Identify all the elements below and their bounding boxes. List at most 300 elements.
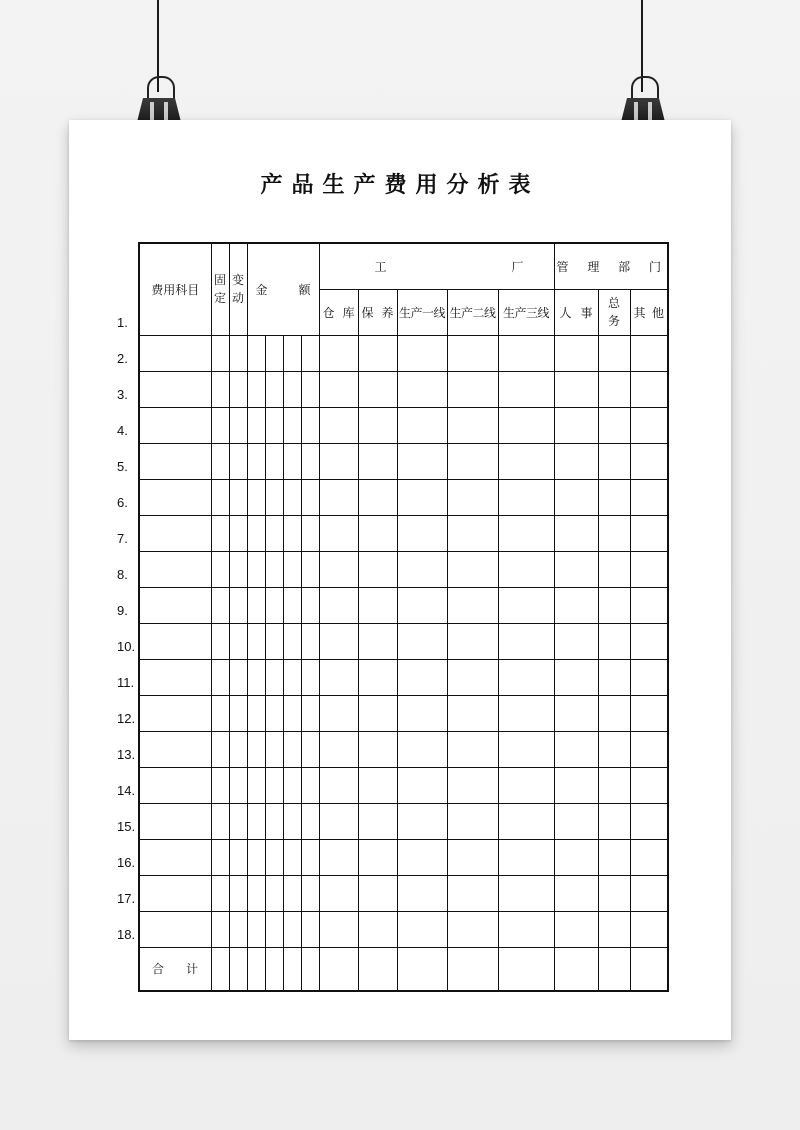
row-number: 13. bbox=[117, 747, 136, 762]
cell-line-2[interactable] bbox=[447, 731, 498, 767]
cell-hr[interactable] bbox=[554, 767, 598, 803]
cell-amount-3[interactable] bbox=[283, 371, 301, 407]
cell-line-1[interactable] bbox=[397, 695, 447, 731]
cell-line-3[interactable] bbox=[498, 551, 554, 587]
row-number: 4. bbox=[117, 423, 128, 438]
cell-other[interactable] bbox=[630, 695, 668, 731]
cell-line-2[interactable] bbox=[447, 911, 498, 947]
cell-line-1[interactable] bbox=[397, 659, 447, 695]
cell-warehouse[interactable] bbox=[319, 371, 358, 407]
cell-line-1[interactable] bbox=[397, 803, 447, 839]
cell-line-2[interactable] bbox=[447, 515, 498, 551]
cell-fixed[interactable] bbox=[211, 371, 229, 407]
cell-expense-item[interactable] bbox=[139, 767, 211, 803]
table-row bbox=[139, 623, 668, 659]
cell-general-affairs[interactable] bbox=[598, 479, 630, 515]
cell-variable[interactable] bbox=[229, 515, 247, 551]
cell-amount-4[interactable] bbox=[301, 695, 319, 731]
cell-hr[interactable] bbox=[554, 659, 598, 695]
cell-line-3[interactable] bbox=[498, 587, 554, 623]
cell-amount-3[interactable] bbox=[283, 479, 301, 515]
cell-line-2[interactable] bbox=[447, 767, 498, 803]
cell-amount-2[interactable] bbox=[265, 371, 283, 407]
cell-amount-1[interactable] bbox=[247, 551, 265, 587]
cell-amount-4[interactable] bbox=[301, 587, 319, 623]
cell-other[interactable] bbox=[630, 335, 668, 371]
cell-line-1[interactable] bbox=[397, 479, 447, 515]
cell-maintenance[interactable] bbox=[358, 515, 397, 551]
cell-maintenance[interactable] bbox=[358, 731, 397, 767]
cell-fixed[interactable] bbox=[211, 839, 229, 875]
cell-general-affairs[interactable] bbox=[598, 587, 630, 623]
cell-amount-4[interactable] bbox=[301, 623, 319, 659]
cell-amount-3[interactable] bbox=[283, 623, 301, 659]
cell-fixed[interactable] bbox=[211, 623, 229, 659]
cell-warehouse[interactable] bbox=[319, 659, 358, 695]
cell-variable[interactable] bbox=[229, 623, 247, 659]
cell-expense-item[interactable] bbox=[139, 515, 211, 551]
cell-warehouse[interactable] bbox=[319, 911, 358, 947]
row-number: 6. bbox=[117, 495, 128, 510]
cell-line-3[interactable] bbox=[498, 803, 554, 839]
cell-hr[interactable] bbox=[554, 407, 598, 443]
total-cell-line-2[interactable] bbox=[447, 947, 498, 991]
cell-amount-1[interactable] bbox=[247, 407, 265, 443]
cell-general-affairs[interactable] bbox=[598, 371, 630, 407]
total-cell-variable[interactable] bbox=[229, 947, 247, 991]
cell-line-2[interactable] bbox=[447, 587, 498, 623]
cell-hr[interactable] bbox=[554, 623, 598, 659]
cell-line-2[interactable] bbox=[447, 659, 498, 695]
cell-line-2[interactable] bbox=[447, 623, 498, 659]
cell-variable[interactable] bbox=[229, 587, 247, 623]
cell-amount-1[interactable] bbox=[247, 335, 265, 371]
cell-warehouse[interactable] bbox=[319, 767, 358, 803]
cell-fixed[interactable] bbox=[211, 407, 229, 443]
cell-amount-3[interactable] bbox=[283, 839, 301, 875]
cell-variable[interactable] bbox=[229, 659, 247, 695]
cell-other[interactable] bbox=[630, 623, 668, 659]
cell-expense-item[interactable] bbox=[139, 803, 211, 839]
table-row bbox=[139, 551, 668, 587]
cell-line-1[interactable] bbox=[397, 551, 447, 587]
cell-warehouse[interactable] bbox=[319, 623, 358, 659]
cell-fixed[interactable] bbox=[211, 803, 229, 839]
cell-amount-3[interactable] bbox=[283, 803, 301, 839]
cell-amount-4[interactable] bbox=[301, 335, 319, 371]
cell-general-affairs[interactable] bbox=[598, 551, 630, 587]
cell-hr[interactable] bbox=[554, 335, 598, 371]
cell-amount-2[interactable] bbox=[265, 479, 283, 515]
cell-expense-item[interactable] bbox=[139, 875, 211, 911]
cell-maintenance[interactable] bbox=[358, 803, 397, 839]
header-variable: 变 动 bbox=[229, 243, 247, 335]
header-management-dept: 管 理 部 门 bbox=[554, 243, 668, 289]
cell-amount-1[interactable] bbox=[247, 659, 265, 695]
cell-amount-4[interactable] bbox=[301, 443, 319, 479]
cell-hr[interactable] bbox=[554, 479, 598, 515]
cell-hr[interactable] bbox=[554, 587, 598, 623]
header-general-affairs: 总 务 bbox=[598, 289, 630, 335]
cell-maintenance[interactable] bbox=[358, 659, 397, 695]
cell-maintenance[interactable] bbox=[358, 407, 397, 443]
cell-variable[interactable] bbox=[229, 335, 247, 371]
cell-amount-3[interactable] bbox=[283, 515, 301, 551]
cell-line-3[interactable] bbox=[498, 695, 554, 731]
total-cell-other[interactable] bbox=[630, 947, 668, 991]
cell-other[interactable] bbox=[630, 515, 668, 551]
cell-warehouse[interactable] bbox=[319, 407, 358, 443]
cell-other[interactable] bbox=[630, 659, 668, 695]
cell-line-3[interactable] bbox=[498, 371, 554, 407]
cell-amount-4[interactable] bbox=[301, 731, 319, 767]
row-number: 18. bbox=[117, 927, 136, 942]
cell-amount-3[interactable] bbox=[283, 551, 301, 587]
cell-general-affairs[interactable] bbox=[598, 443, 630, 479]
cell-amount-1[interactable] bbox=[247, 695, 265, 731]
cell-line-3[interactable] bbox=[498, 839, 554, 875]
cell-maintenance[interactable] bbox=[358, 371, 397, 407]
cell-warehouse[interactable] bbox=[319, 875, 358, 911]
cell-amount-1[interactable] bbox=[247, 803, 265, 839]
cell-amount-2[interactable] bbox=[265, 731, 283, 767]
cell-line-3[interactable] bbox=[498, 731, 554, 767]
cell-fixed[interactable] bbox=[211, 479, 229, 515]
cell-variable[interactable] bbox=[229, 731, 247, 767]
cell-amount-4[interactable] bbox=[301, 839, 319, 875]
cell-variable[interactable] bbox=[229, 371, 247, 407]
cell-line-1[interactable] bbox=[397, 623, 447, 659]
cell-line-3[interactable] bbox=[498, 659, 554, 695]
cell-variable[interactable] bbox=[229, 443, 247, 479]
table-row bbox=[139, 407, 668, 443]
cell-amount-3[interactable] bbox=[283, 731, 301, 767]
row-number: 15. bbox=[117, 819, 136, 834]
row-number: 12. bbox=[117, 711, 136, 726]
cell-amount-1[interactable] bbox=[247, 767, 265, 803]
cell-amount-1[interactable] bbox=[247, 515, 265, 551]
table-row bbox=[139, 587, 668, 623]
cell-fixed[interactable] bbox=[211, 659, 229, 695]
cell-amount-1[interactable] bbox=[247, 839, 265, 875]
cell-amount-3[interactable] bbox=[283, 875, 301, 911]
cell-line-3[interactable] bbox=[498, 335, 554, 371]
header-amount: 金 额 bbox=[247, 243, 319, 335]
cell-variable[interactable] bbox=[229, 875, 247, 911]
cell-line-2[interactable] bbox=[447, 371, 498, 407]
cell-other[interactable] bbox=[630, 443, 668, 479]
table-row bbox=[139, 479, 668, 515]
total-cell-line-1[interactable] bbox=[397, 947, 447, 991]
cell-expense-item[interactable] bbox=[139, 911, 211, 947]
cell-line-1[interactable] bbox=[397, 515, 447, 551]
cell-fixed[interactable] bbox=[211, 515, 229, 551]
cell-expense-item[interactable] bbox=[139, 335, 211, 371]
cell-warehouse[interactable] bbox=[319, 335, 358, 371]
cell-fixed[interactable] bbox=[211, 767, 229, 803]
cell-amount-3[interactable] bbox=[283, 587, 301, 623]
cell-general-affairs[interactable] bbox=[598, 803, 630, 839]
cell-amount-1[interactable] bbox=[247, 911, 265, 947]
cell-amount-2[interactable] bbox=[265, 695, 283, 731]
cell-variable[interactable] bbox=[229, 803, 247, 839]
cell-hr[interactable] bbox=[554, 839, 598, 875]
total-cell-amount-2[interactable] bbox=[265, 947, 283, 991]
cell-other[interactable] bbox=[630, 875, 668, 911]
cell-hr[interactable] bbox=[554, 731, 598, 767]
cell-line-2[interactable] bbox=[447, 695, 498, 731]
table-row bbox=[139, 875, 668, 911]
cell-amount-4[interactable] bbox=[301, 803, 319, 839]
cell-maintenance[interactable] bbox=[358, 443, 397, 479]
cell-line-2[interactable] bbox=[447, 335, 498, 371]
cell-expense-item[interactable] bbox=[139, 587, 211, 623]
cell-other[interactable] bbox=[630, 551, 668, 587]
cell-amount-4[interactable] bbox=[301, 407, 319, 443]
cell-line-1[interactable] bbox=[397, 839, 447, 875]
cell-general-affairs[interactable] bbox=[598, 407, 630, 443]
cell-variable[interactable] bbox=[229, 407, 247, 443]
cell-amount-2[interactable] bbox=[265, 839, 283, 875]
cell-amount-1[interactable] bbox=[247, 875, 265, 911]
cell-expense-item[interactable] bbox=[139, 839, 211, 875]
total-cell-amount-3[interactable] bbox=[283, 947, 301, 991]
cell-amount-4[interactable] bbox=[301, 479, 319, 515]
cell-line-1[interactable] bbox=[397, 443, 447, 479]
header-maintenance: 保 养 bbox=[358, 289, 397, 335]
cell-other[interactable] bbox=[630, 587, 668, 623]
cell-expense-item[interactable] bbox=[139, 479, 211, 515]
cell-variable[interactable] bbox=[229, 911, 247, 947]
cell-line-1[interactable] bbox=[397, 911, 447, 947]
cell-line-3[interactable] bbox=[498, 911, 554, 947]
cell-line-1[interactable] bbox=[397, 587, 447, 623]
cell-amount-2[interactable] bbox=[265, 443, 283, 479]
cell-general-affairs[interactable] bbox=[598, 875, 630, 911]
cell-other[interactable] bbox=[630, 803, 668, 839]
cell-hr[interactable] bbox=[554, 443, 598, 479]
cell-amount-1[interactable] bbox=[247, 587, 265, 623]
cell-hr[interactable] bbox=[554, 875, 598, 911]
cell-line-3[interactable] bbox=[498, 407, 554, 443]
cell-line-2[interactable] bbox=[447, 443, 498, 479]
cell-variable[interactable] bbox=[229, 767, 247, 803]
cell-amount-1[interactable] bbox=[247, 623, 265, 659]
cell-line-2[interactable] bbox=[447, 479, 498, 515]
cell-warehouse[interactable] bbox=[319, 803, 358, 839]
cell-fixed[interactable] bbox=[211, 551, 229, 587]
row-number: 11. bbox=[117, 675, 135, 690]
cell-maintenance[interactable] bbox=[358, 623, 397, 659]
row-number: 16. bbox=[117, 855, 136, 870]
cell-line-1[interactable] bbox=[397, 731, 447, 767]
cell-amount-4[interactable] bbox=[301, 515, 319, 551]
table-row bbox=[139, 515, 668, 551]
header-other: 其 他 bbox=[630, 289, 668, 335]
cell-amount-3[interactable] bbox=[283, 911, 301, 947]
cell-other[interactable] bbox=[630, 479, 668, 515]
cell-amount-2[interactable] bbox=[265, 911, 283, 947]
header-row-1 bbox=[139, 243, 668, 289]
cell-amount-4[interactable] bbox=[301, 767, 319, 803]
cell-amount-2[interactable] bbox=[265, 623, 283, 659]
cell-general-affairs[interactable] bbox=[598, 767, 630, 803]
cell-amount-2[interactable] bbox=[265, 587, 283, 623]
total-cell-line-3[interactable] bbox=[498, 947, 554, 991]
cell-hr[interactable] bbox=[554, 803, 598, 839]
total-cell-warehouse[interactable] bbox=[319, 947, 358, 991]
cell-amount-4[interactable] bbox=[301, 371, 319, 407]
cell-amount-4[interactable] bbox=[301, 875, 319, 911]
cell-amount-1[interactable] bbox=[247, 479, 265, 515]
cell-amount-4[interactable] bbox=[301, 659, 319, 695]
cell-line-3[interactable] bbox=[498, 443, 554, 479]
cell-amount-2[interactable] bbox=[265, 515, 283, 551]
cell-amount-2[interactable] bbox=[265, 335, 283, 371]
cell-line-2[interactable] bbox=[447, 839, 498, 875]
cell-line-1[interactable] bbox=[397, 767, 447, 803]
cell-warehouse[interactable] bbox=[319, 839, 358, 875]
header-line-2: 生产二线 bbox=[447, 289, 498, 335]
cell-expense-item[interactable] bbox=[139, 623, 211, 659]
cell-other[interactable] bbox=[630, 911, 668, 947]
cell-amount-4[interactable] bbox=[301, 911, 319, 947]
cell-expense-item[interactable] bbox=[139, 695, 211, 731]
cell-other[interactable] bbox=[630, 767, 668, 803]
cell-amount-4[interactable] bbox=[301, 551, 319, 587]
cell-hr[interactable] bbox=[554, 551, 598, 587]
cell-general-affairs[interactable] bbox=[598, 731, 630, 767]
cell-hr[interactable] bbox=[554, 911, 598, 947]
cell-warehouse[interactable] bbox=[319, 551, 358, 587]
cell-other[interactable] bbox=[630, 407, 668, 443]
cell-warehouse[interactable] bbox=[319, 587, 358, 623]
cell-warehouse[interactable] bbox=[319, 695, 358, 731]
cell-fixed[interactable] bbox=[211, 875, 229, 911]
cell-general-affairs[interactable] bbox=[598, 839, 630, 875]
total-cell-hr[interactable] bbox=[554, 947, 598, 991]
table-row bbox=[139, 443, 668, 479]
cell-line-3[interactable] bbox=[498, 515, 554, 551]
cell-general-affairs[interactable] bbox=[598, 623, 630, 659]
cell-warehouse[interactable] bbox=[319, 479, 358, 515]
cell-line-3[interactable] bbox=[498, 479, 554, 515]
cell-hr[interactable] bbox=[554, 695, 598, 731]
cell-line-2[interactable] bbox=[447, 551, 498, 587]
cell-maintenance[interactable] bbox=[358, 767, 397, 803]
total-cell-maintenance[interactable] bbox=[358, 947, 397, 991]
cell-fixed[interactable] bbox=[211, 731, 229, 767]
cell-maintenance[interactable] bbox=[358, 875, 397, 911]
cell-hr[interactable] bbox=[554, 371, 598, 407]
cell-amount-2[interactable] bbox=[265, 407, 283, 443]
cell-expense-item[interactable] bbox=[139, 551, 211, 587]
cell-other[interactable] bbox=[630, 371, 668, 407]
total-cell-fixed[interactable] bbox=[211, 947, 229, 991]
cell-amount-2[interactable] bbox=[265, 767, 283, 803]
cell-general-affairs[interactable] bbox=[598, 911, 630, 947]
table-row bbox=[139, 839, 668, 875]
cell-warehouse[interactable] bbox=[319, 515, 358, 551]
cell-expense-item[interactable] bbox=[139, 659, 211, 695]
table-row bbox=[139, 731, 668, 767]
cell-general-affairs[interactable] bbox=[598, 659, 630, 695]
total-cell-amount-4[interactable] bbox=[301, 947, 319, 991]
cell-variable[interactable] bbox=[229, 839, 247, 875]
cell-line-1[interactable] bbox=[397, 407, 447, 443]
cell-expense-item[interactable] bbox=[139, 731, 211, 767]
cell-amount-3[interactable] bbox=[283, 407, 301, 443]
cell-amount-2[interactable] bbox=[265, 803, 283, 839]
cell-fixed[interactable] bbox=[211, 335, 229, 371]
cell-warehouse[interactable] bbox=[319, 731, 358, 767]
cell-line-1[interactable] bbox=[397, 875, 447, 911]
cell-line-2[interactable] bbox=[447, 875, 498, 911]
cell-fixed[interactable] bbox=[211, 587, 229, 623]
cell-line-2[interactable] bbox=[447, 407, 498, 443]
total-cell-amount-1[interactable] bbox=[247, 947, 265, 991]
cell-fixed[interactable] bbox=[211, 443, 229, 479]
row-number: 2. bbox=[117, 351, 128, 366]
cell-variable[interactable] bbox=[229, 695, 247, 731]
cell-line-3[interactable] bbox=[498, 623, 554, 659]
cell-amount-3[interactable] bbox=[283, 659, 301, 695]
row-number: 1. bbox=[117, 315, 128, 330]
table-row bbox=[139, 659, 668, 695]
cell-line-3[interactable] bbox=[498, 875, 554, 911]
total-cell-general-affairs[interactable] bbox=[598, 947, 630, 991]
cell-maintenance[interactable] bbox=[358, 479, 397, 515]
cell-expense-item[interactable] bbox=[139, 443, 211, 479]
cell-amount-2[interactable] bbox=[265, 551, 283, 587]
cell-general-affairs[interactable] bbox=[598, 695, 630, 731]
cell-amount-1[interactable] bbox=[247, 731, 265, 767]
cell-amount-3[interactable] bbox=[283, 767, 301, 803]
cell-variable[interactable] bbox=[229, 551, 247, 587]
cell-hr[interactable] bbox=[554, 515, 598, 551]
cell-line-3[interactable] bbox=[498, 767, 554, 803]
cell-line-1[interactable] bbox=[397, 371, 447, 407]
cell-line-2[interactable] bbox=[447, 803, 498, 839]
cell-other[interactable] bbox=[630, 839, 668, 875]
cell-expense-item[interactable] bbox=[139, 407, 211, 443]
cell-amount-3[interactable] bbox=[283, 695, 301, 731]
table-row bbox=[139, 767, 668, 803]
row-number: 5. bbox=[117, 459, 128, 474]
cell-maintenance[interactable] bbox=[358, 587, 397, 623]
cell-variable[interactable] bbox=[229, 479, 247, 515]
cell-amount-1[interactable] bbox=[247, 371, 265, 407]
cell-maintenance[interactable] bbox=[358, 335, 397, 371]
cell-amount-2[interactable] bbox=[265, 875, 283, 911]
cell-fixed[interactable] bbox=[211, 695, 229, 731]
cell-fixed[interactable] bbox=[211, 911, 229, 947]
cell-line-1[interactable] bbox=[397, 335, 447, 371]
cell-amount-1[interactable] bbox=[247, 443, 265, 479]
cell-amount-3[interactable] bbox=[283, 335, 301, 371]
cell-general-affairs[interactable] bbox=[598, 515, 630, 551]
cell-warehouse[interactable] bbox=[319, 443, 358, 479]
cell-maintenance[interactable] bbox=[358, 551, 397, 587]
cell-amount-3[interactable] bbox=[283, 443, 301, 479]
cell-maintenance[interactable] bbox=[358, 695, 397, 731]
cell-maintenance[interactable] bbox=[358, 911, 397, 947]
cell-expense-item[interactable] bbox=[139, 371, 211, 407]
cell-general-affairs[interactable] bbox=[598, 335, 630, 371]
cell-maintenance[interactable] bbox=[358, 839, 397, 875]
cell-other[interactable] bbox=[630, 731, 668, 767]
cell-amount-2[interactable] bbox=[265, 659, 283, 695]
